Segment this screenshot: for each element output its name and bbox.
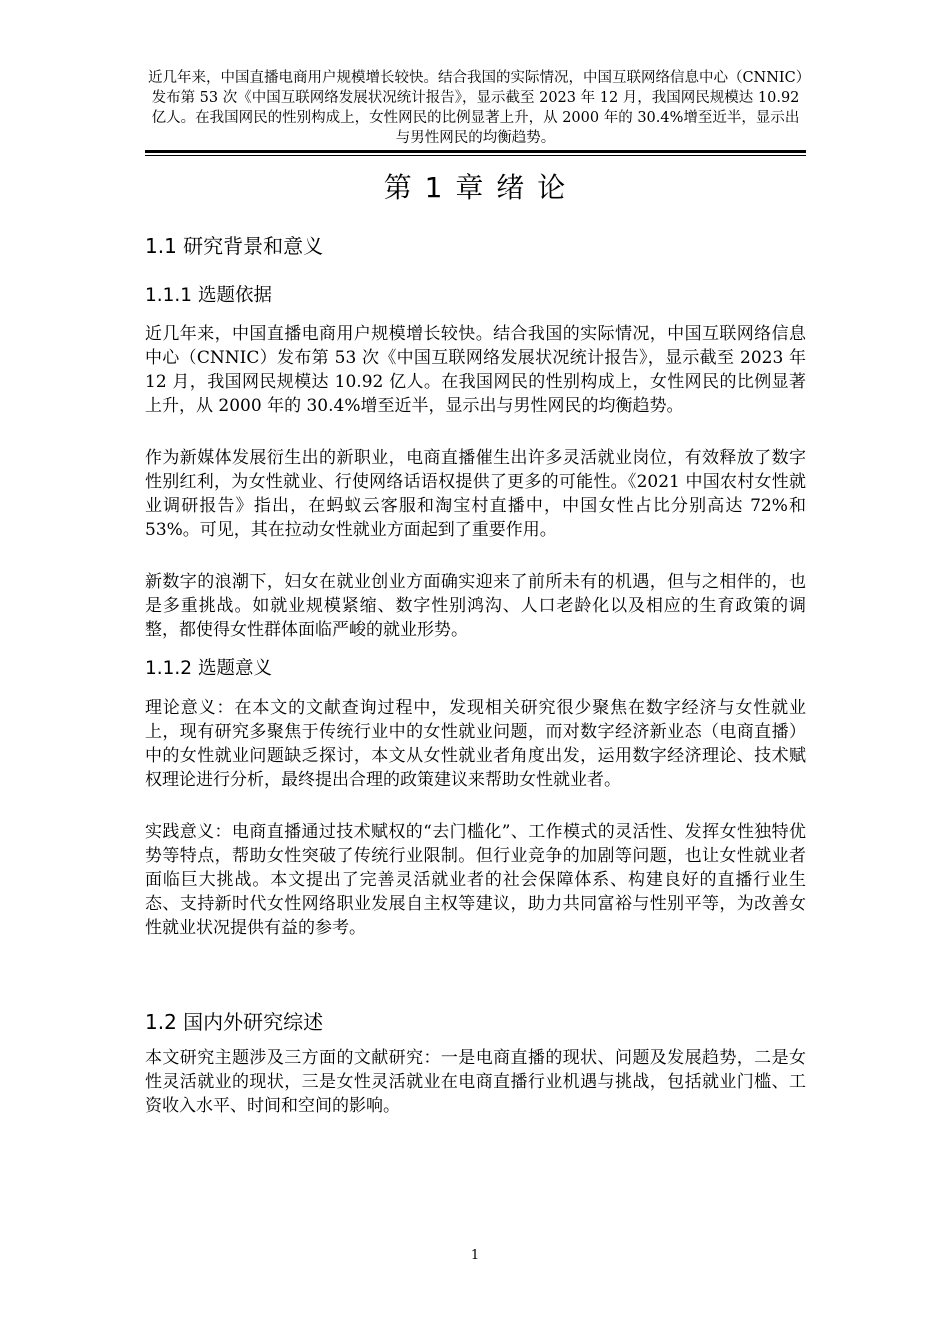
section-heading-1-2: 1.2 国内外研究综述	[145, 1010, 324, 1034]
paragraph-1-1-1-a: 近几年来，中国直播电商用户规模增长较快。结合我国的实际情况，中国互联网络信息中心（CNNIC）发布第 53 次《中国互联网络发展状况统计报告》，显示截至 2023 年 12 月，我国网民规模达 10.92 亿人。在我国网民的性别构成上，女性网民的比例显著上升，从 2000 年的 30.4%增至近半，显示出与男性网民的均衡趋势。	[145, 324, 806, 416]
section-heading-1-1: 1.1 研究背景和意义	[145, 234, 324, 258]
subsection-heading-1-1-2: 1.1.2 选题意义	[145, 658, 272, 679]
paragraph-1-1-2-b: 实践意义：电商直播通过技术赋权的“去门槛化”、工作模式的灵活性、发挥女性独特优势等特点，帮助女性突破了传统行业限制。但行业竞争的加剧等问题，也让女性就业者面临巨大挑战。本文提出了完善灵活就业者的社会保障体系、构建良好的直播行业生态、支持新时代女性网络职业发展自主权等建议，助力共同富裕与性别平等，为改善女性就业状况提供有益的参考。	[145, 822, 806, 938]
chapter-title: 第 1 章 绪 论	[383, 171, 568, 204]
paragraph-1-1-1-b: 作为新媒体发展衍生出的新职业，电商直播催生出许多灵活就业岗位，有效释放了数字性别红利，为女性就业、行使网络话语权提供了更多的可能性。《2021 中国农村女性就业调研报告》指出，在蚂蚁云客服和淘宝村直播中，中国女性占比分别高达 72%和 53%。可见，其在拉动女性就业方面起到了重要作用。	[145, 448, 806, 540]
paragraph-1-2-a: 本文研究主题涉及三方面的文献研究：一是电商直播的现状、问题及发展趋势，二是女性灵活就业的现状，三是女性灵活就业在电商直播行业机遇与挑战，包括就业门槛、工资收入水平、时间和空间的影响。	[145, 1048, 806, 1116]
paragraph-1-1-2-a: 理论意义：在本文的文献查询过程中，发现相关研究很少聚焦在数字经济与女性就业上，现有研究多聚焦于传统行业中的女性就业问题，而对数字经济新业态（电商直播）中的女性就业问题缺乏探讨，本文从女性就业者角度出发，运用数字经济理论、技术赋权理论进行分析，最终提出合理的政策建议来帮助女性就业者。	[145, 698, 806, 790]
header-rule-thin	[145, 155, 806, 156]
header-rule-thick	[145, 150, 806, 153]
page-number: 1	[470, 1248, 480, 1263]
subsection-heading-1-1-1: 1.1.1 选题依据	[145, 285, 272, 306]
paragraph-1-1-1-c: 新数字的浪潮下，妇女在就业创业方面确实迎来了前所未有的机遇，但与之相伴的，也是多重挑战。如就业规模紧缩、数字性别鸿沟、人口老龄化以及相应的生育政策的调整，都使得女性群体面临严峻的就业形势。	[145, 572, 806, 640]
running-header: 近几年来，中国直播电商用户规模增长较快。结合我国的实际情况，中国互联网络信息中心（CNNIC）发布第 53 次《中国互联网络发展状况统计报告》，显示截至 2023 年 12 月，我国网民规模达 10.92 亿人。在我国网民的性别构成上，女性网民的比例显著上升，从 2000 年的 30.4%增至近半，显示出与男性网民的均衡趋势。	[147, 70, 804, 146]
